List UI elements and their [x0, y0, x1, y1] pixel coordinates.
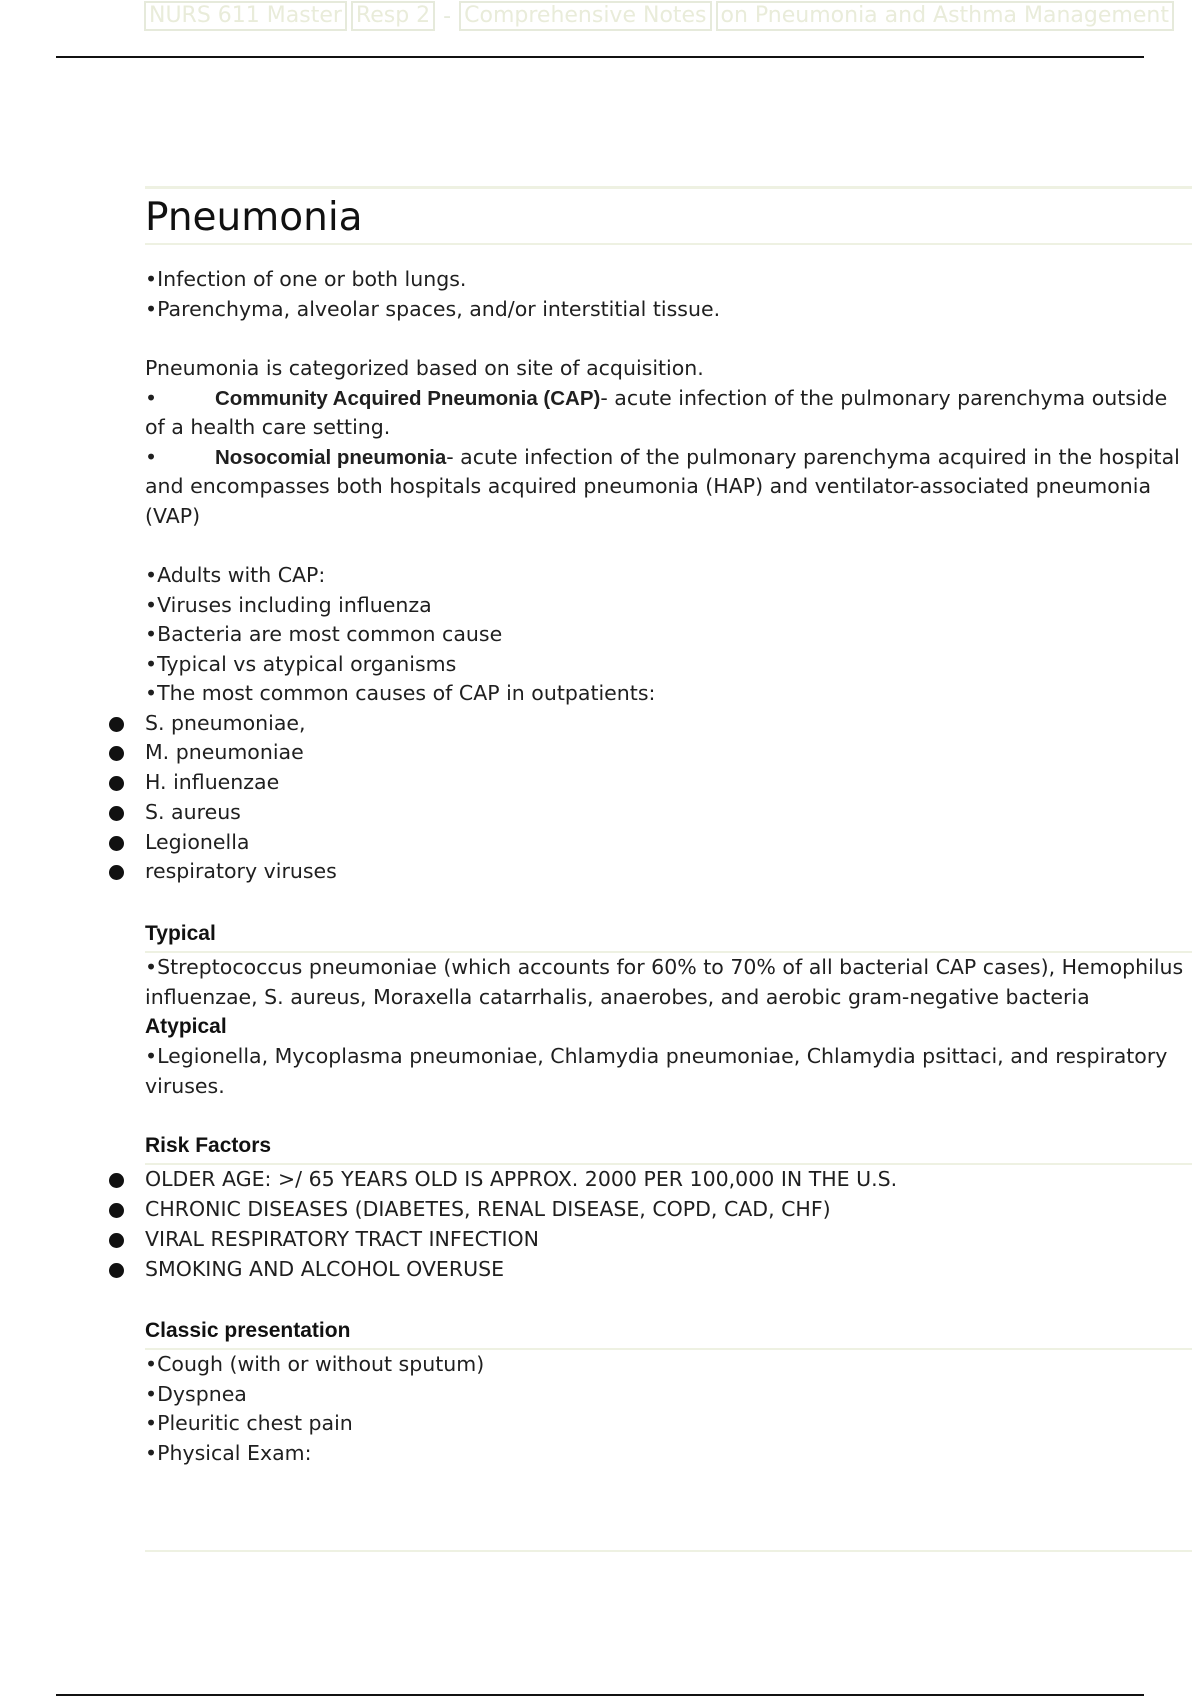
- category-item-nosocomial: [145, 443, 1192, 532]
- list-item: H. influenzae: [145, 768, 1192, 798]
- categorized-lead: Pneumonia is categorized based on site of acquisition.: [145, 356, 704, 380]
- classic-item: •Cough (with or without sputum): [145, 1352, 485, 1377]
- bullet-dot-icon: [109, 776, 124, 791]
- list-item: S. aureus: [145, 798, 1192, 828]
- category-term: Nosocomial pneumonia: [215, 445, 447, 469]
- list-item: VIRAL RESPIRATORY TRACT INFECTION: [145, 1225, 1192, 1255]
- cap-point: •Viruses including influenza: [145, 592, 432, 617]
- section-heading-risk-factors: Risk Factors: [145, 1134, 272, 1158]
- category-definition: - acute infection of the pulmonary parenchyma acquired in the hospital and encompasses both hospitals acquired pneumonia (HAP) and ventilator-associated pneumonia (VAP): [145, 444, 1180, 528]
- section-heading-atypical: Atypical: [145, 1015, 227, 1039]
- cap-point: •The most common causes of CAP in outpatients:: [145, 681, 656, 705]
- bullet-dot-icon: [109, 865, 124, 880]
- document-header-watermark: [144, 0, 1174, 32]
- bullet-dot-icon: [109, 806, 124, 821]
- header-divider: [56, 56, 1144, 58]
- list-item: Legionella: [145, 828, 1192, 858]
- list-item: respiratory viruses: [145, 857, 1192, 887]
- list-item: M. pneumoniae: [145, 738, 1192, 768]
- organism-list: [145, 709, 1192, 888]
- risk-factor-list: [145, 1165, 1192, 1284]
- category-definition: - acute infection of the pulmonary parenchyma outside of a health care setting.: [145, 385, 1168, 439]
- header-part-module: Resp 2: [351, 1, 435, 31]
- atypical-text: •Legionella, Mycoplasma pneumoniae, Chlamydia pneumoniae, Chlamydia psittaci, and respiratory viruses.: [145, 1044, 1168, 1098]
- bullet-dot-icon: [109, 1203, 124, 1218]
- cap-point: •Adults with CAP:: [145, 563, 326, 587]
- list-item: CHRONIC DISEASES (DIABETES, RENAL DISEASE, COPD, CAD, CHF): [145, 1195, 1192, 1225]
- category-item-cap: [145, 384, 1192, 443]
- document-body: [145, 186, 1192, 1552]
- cap-point: •Bacteria are most common cause: [145, 622, 503, 646]
- bullet-dot-icon: [109, 836, 124, 851]
- footer-divider: [56, 1694, 1144, 1696]
- list-item: SMOKING AND ALCOHOL OVERUSE: [145, 1255, 1192, 1285]
- header-part-topic: on Pneumonia and Asthma Management: [716, 1, 1174, 31]
- category-bullet: •: [145, 385, 158, 410]
- classic-item: •Physical Exam:: [145, 1440, 312, 1465]
- classic-item: •Pleuritic chest pain: [145, 1411, 353, 1436]
- page-title: Pneumonia: [145, 195, 363, 240]
- bullet-dot-icon: [109, 1173, 124, 1188]
- section-heading-typical: Typical: [145, 922, 216, 946]
- bullet-dot-icon: [109, 746, 124, 761]
- list-item: S. pneumoniae,: [145, 709, 1192, 739]
- bullet-dot-icon: [109, 1263, 124, 1278]
- bullet-dot-icon: [109, 717, 124, 732]
- typical-text: •Streptococcus pneumoniae (which accounts for 60% to 70% of all bacterial CAP cases), Hemophilus influenzae, S. aureus, Moraxella catarrhalis, anaerobes, and aerobic gram-negative bacteria: [145, 955, 1184, 1009]
- intro-line: •Infection of one or both lungs.: [145, 267, 467, 291]
- section-end-rule: [145, 1550, 1192, 1552]
- cap-point: •Typical vs atypical organisms: [145, 651, 457, 676]
- category-bullet: •: [145, 444, 158, 469]
- list-item: OLDER AGE: >/ 65 YEARS OLD IS APPROX. 2000 PER 100,000 IN THE U.S.: [145, 1165, 1192, 1195]
- intro-line: •Parenchyma, alveolar spaces, and/or interstitial tissue.: [145, 296, 721, 321]
- header-separator: -: [443, 3, 452, 29]
- header-part-notes: Comprehensive Notes: [459, 1, 711, 31]
- classic-item: •Dyspnea: [145, 1381, 247, 1406]
- header-part-course: NURS 611 Master: [144, 1, 347, 31]
- category-term: Community Acquired Pneumonia (CAP): [215, 386, 601, 410]
- section-heading-classic-presentation: Classic presentation: [145, 1319, 351, 1343]
- bullet-dot-icon: [109, 1233, 124, 1248]
